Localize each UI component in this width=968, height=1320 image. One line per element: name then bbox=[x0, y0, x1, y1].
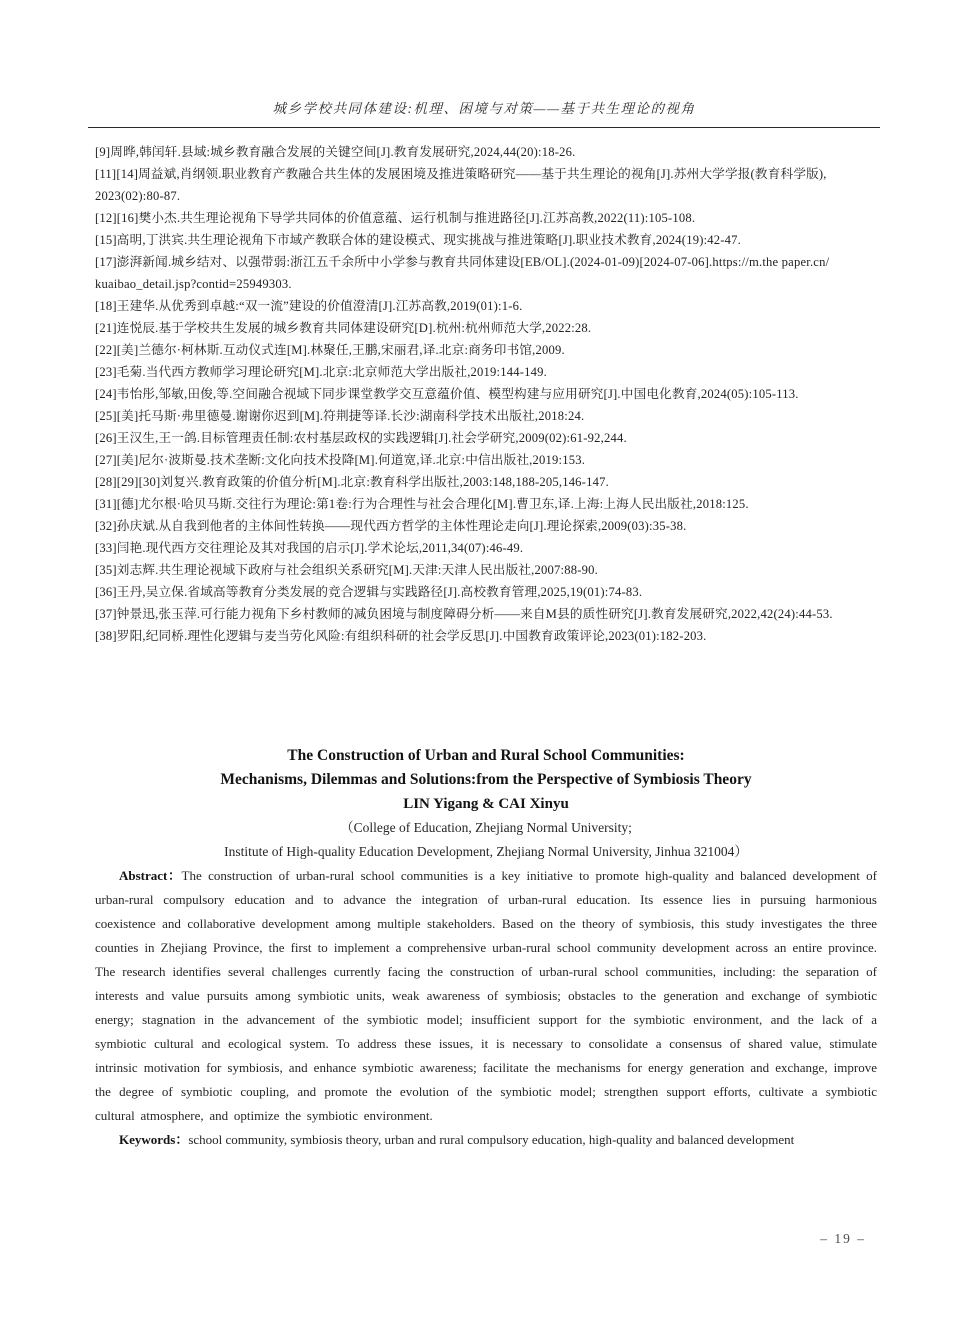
reference-line: [9]周晔,韩闰轩.县域:城乡教育融合发展的关键空间[J].教育发展研究,2024,44(20):18-26. bbox=[95, 145, 576, 159]
reference-line: [32]孙庆斌.从自我到他者的主体间性转换——现代西方哲学的主体性理论走向[J].理论探索,2009(03):35-38. bbox=[95, 519, 687, 533]
reference-line: [21]连悦辰.基于学校共生发展的城乡教育共同体建设研究[D].杭州:杭州师范大学,2022:28. bbox=[95, 321, 592, 335]
reference-line: [35]刘志辉.共生理论视域下政府与社会组织关系研究[M].天津:天津人民出版社,2007:88-90. bbox=[95, 563, 598, 577]
keywords-line bbox=[95, 1128, 877, 1152]
keywords-text: school community, symbiosis theory, urban and rural compulsory education, high-quality and balanced development bbox=[188, 1132, 795, 1147]
reference-line: [17]澎湃新闻.城乡结对、以强带弱:浙江五千余所中小学参与教育共同体建设[EB/OL].(2024-01-09)[2024-07-06].https://m.the paper.cn/ bbox=[95, 255, 830, 269]
reference-line: [28][29][30]刘复兴.教育政策的价值分析[M].北京:教育科学出版社,2003:148,188-205,146-147. bbox=[95, 475, 609, 489]
reference-line: 2023(02):80-87. bbox=[95, 189, 181, 203]
english-title-line1: The Construction of Urban and Rural School Communities: bbox=[287, 747, 685, 764]
reference-line: [36]王丹,吴立保.省域高等教育分类发展的竞合逻辑与实践路径[J].高校教育管理,2025,19(01):74-83. bbox=[95, 585, 643, 599]
running-title: 城乡学校共同体建设:机理、困境与对策——基于共生理论的视角 bbox=[272, 101, 696, 116]
reference-line: [27][美]尼尔·波斯曼.技术垄断:文化向技术投降[M].何道宽,译.北京:中信出版社,2019:153. bbox=[95, 453, 586, 467]
reference-line: [33]闫艳.现代西方交往理论及其对我国的启示[J].学术论坛,2011,34(07):46-49. bbox=[95, 541, 524, 555]
header-rule bbox=[88, 127, 880, 128]
reference-line: [12][16]樊小杰.共生理论视角下导学共同体的价值意蕴、运行机制与推进路径[J].江苏高教,2022(11):105-108. bbox=[95, 211, 696, 225]
reference-line: [23]毛菊.当代西方教师学习理论研究[M].北京:北京师范大学出版社,2019:144-149. bbox=[95, 365, 547, 379]
english-authors: LIN Yigang & CAI Xinyu bbox=[403, 796, 569, 812]
reference-line: [15]高明,丁洪宾.共生理论视角下市域产教联合体的建设模式、现实挑战与推进策略[J].职业技术教育,2024(19):42-47. bbox=[95, 233, 742, 247]
english-title-line2: Mechanisms, Dilemmas and Solutions:from the Perspective of Symbiosis Theory bbox=[220, 771, 752, 788]
abstract-label: Abstract： bbox=[119, 868, 182, 883]
keywords-label: Keywords： bbox=[119, 1132, 189, 1147]
english-abstract-section bbox=[95, 744, 877, 1152]
reference-line: [26]王汉生,王一鸽.目标管理责任制:农村基层政权的实践逻辑[J].社会学研究,2009(02):61-92,244. bbox=[95, 431, 627, 445]
reference-line: [37]钟景迅,张玉萍.可行能力视角下乡村教师的减负困境与制度障碍分析——来自M县的质性研究[J].教育发展研究,2022,42(24):44-53. bbox=[95, 607, 833, 621]
reference-line: [31][德]尤尔根·哈贝马斯.交往行为理论:第1卷:行为合理性与社会合理化[M].曹卫东,译.上海:上海人民出版社,2018:125. bbox=[95, 497, 749, 511]
abstract-paragraph bbox=[95, 864, 877, 1128]
reference-line: [11][14]周益斌,肖纲领.职业教育产教融合共生体的发展困境及推进策略研究——基于共生理论的视角[J].苏州大学学报(教育科学版), bbox=[95, 167, 827, 181]
reference-line: [18]王建华.从优秀到卓越:“双一流”建设的价值澄清[J].江苏高教,2019(01):1-6. bbox=[95, 299, 523, 313]
reference-line: [25][美]托马斯·弗里德曼.谢谢你迟到[M].符荆捷等译.长沙:湖南科学技术出版社,2018:24. bbox=[95, 409, 585, 423]
reference-line: [22][美]兰德尔·柯林斯.互动仪式连[M].林聚任,王鹏,宋丽君,译.北京:商务印书馆,2009. bbox=[95, 343, 565, 357]
english-affiliation-line2: Institute of High-quality Education Development, Zhejiang Normal University, Jinhua 321004） bbox=[224, 844, 748, 859]
reference-line: [38]罗阳,纪同桥.理性化逻辑与麦当劳化风险:有组织科研的社会学反思[J].中国教育政策评论,2023(01):182-203. bbox=[95, 629, 707, 643]
page-number: – 19 – bbox=[820, 1231, 866, 1246]
reference-line: [24]韦怡彤,邹敏,田俊,等.空间融合视域下同步课堂教学交互意蕴价值、模型构建与应用研究[J].中国电化教育,2024(05):105-113. bbox=[95, 387, 799, 401]
abstract-text: The construction of urban-rural school communities is a key initiative to promote high-quality and balanced development of urban-rural compulsory education and to advance the integration of urban-rural education. Its essence lies in pursuing harmonious coexistence and collaborative development among multiple stakeholders. Based on the theory of symbiosis, this study investigates the three counties in Zhejiang Province, the first to implement a comprehensive urban-rural school community development across an entire province. The research identifies several challenges currently facing the construction of urban-rural school communities, including: the separation of interests and value pursuits among symbiotic units, weak awareness of symbiosis; obstacles to the generation and exchange of symbiotic energy; stagnation in the advancement of the symbiotic model; insufficient support for the symbiotic environment, and the lack of a symbiotic cultural and ecological system. To address these issues, it is necessary to consolidate a consensus of shared value, stimulate intrinsic motivation for symbiosis, and enhance symbiotic awareness; facilitate the mechanisms for energy generation and exchange, improve the degree of symbiotic coupling, and promote the evolution of the symbiotic model; strengthen support efforts, cultivate a symbiotic cultural atmosphere, and optimize the symbiotic environment. bbox=[95, 868, 877, 1123]
references-section bbox=[95, 141, 879, 647]
english-affiliation-line1: （College of Education, Zhejiang Normal University; bbox=[340, 820, 632, 835]
reference-line: kuaibao_detail.jsp?contid=25949303. bbox=[95, 277, 292, 291]
